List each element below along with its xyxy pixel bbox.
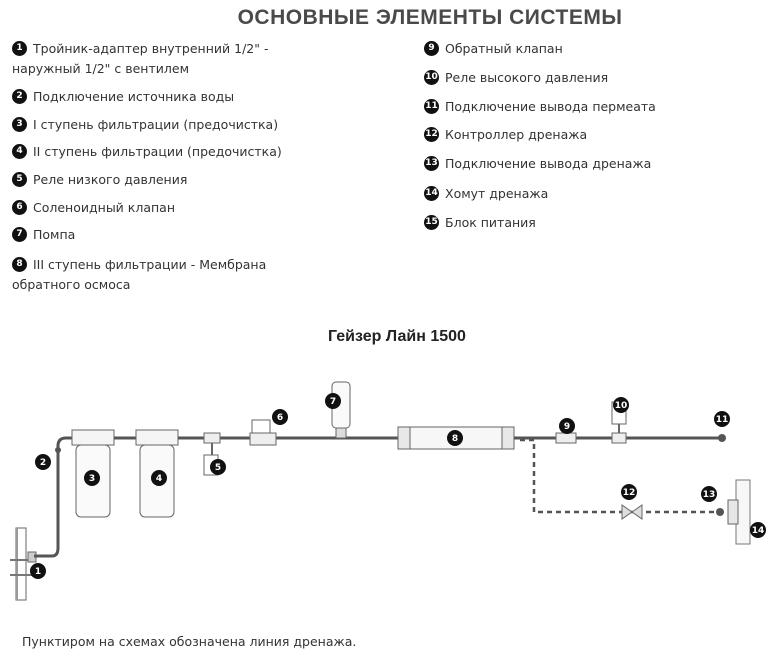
legend-number-9: 9: [424, 41, 439, 56]
drain-clamp-graphic: [728, 480, 750, 544]
drain-outlet: [716, 508, 724, 516]
drain-pipe: [520, 440, 720, 512]
badge-1: [30, 563, 46, 579]
check-valve-graphic: [556, 433, 576, 443]
badge-11-text: 11: [715, 415, 729, 425]
scheme-title: Гейзер Лайн 1500: [328, 328, 466, 345]
pump-graphic: [329, 382, 350, 438]
legend-label-7: Помпа: [33, 227, 76, 242]
legend-number-6: 6: [12, 200, 27, 215]
legend-label-11: Подключение вывода пермеата: [445, 99, 656, 114]
legend-number-13: 13: [424, 156, 439, 171]
badge-14-text: 14: [751, 526, 765, 536]
legend-number-2: 2: [12, 89, 27, 104]
legend-number-11: 11: [424, 99, 439, 114]
permeate-outlet: [718, 434, 726, 442]
badge-3-text: 3: [88, 474, 96, 484]
page-title: ОСНОВНЫЕ ЭЛЕМЕНТЫ СИСТЕМЫ: [237, 6, 623, 29]
badge-8-text: 8: [451, 434, 459, 444]
legend-number-5: 5: [12, 172, 27, 187]
legend-label-15: Блок питания: [445, 215, 536, 230]
badge-3: [84, 470, 100, 486]
legend-label-14: Хомут дренажа: [445, 186, 549, 201]
legend-label-6: Соленоидный клапан: [33, 200, 175, 215]
legend-number-3: 3: [12, 117, 27, 132]
drain-controller-graphic: [622, 505, 642, 519]
badge-2: [35, 454, 51, 470]
legend-number-4: 4: [12, 144, 27, 159]
solenoid-valve-graphic: [250, 420, 276, 445]
badge-7-text: 7: [329, 397, 337, 407]
badge-4: [151, 470, 167, 486]
tee-adapter-graphic: [10, 528, 36, 600]
badge-2-text: 2: [39, 458, 47, 468]
badge-14: [750, 522, 766, 538]
legend-label-2: Подключение источника воды: [33, 89, 235, 104]
legend-number-12: 12: [424, 127, 439, 142]
badge-6-text: 6: [276, 413, 284, 423]
legend-number-15: 15: [424, 215, 439, 230]
legend-number-8: 8: [12, 257, 27, 272]
legend-label-12: Контроллер дренажа: [445, 127, 588, 142]
legend-label-8: III ступень фильтрации - Мембрана обратного осмоса: [12, 257, 267, 292]
legend-label-9: Обратный клапан: [445, 41, 563, 56]
badge-9: [559, 418, 575, 434]
legend-label-5: Реле низкого давления: [33, 172, 188, 187]
legend-number-7: 7: [12, 227, 27, 242]
badge-5: [210, 459, 226, 475]
badge-13: [701, 486, 717, 502]
badge-9-text: 9: [563, 422, 571, 432]
legend-number-14: 14: [424, 186, 439, 201]
badge-12: [621, 484, 637, 500]
legend-number-1: 1: [12, 41, 27, 56]
legend-label-10: Реле высокого давления: [445, 70, 609, 85]
legend-label-4: II ступень фильтрации (предочистка): [33, 144, 282, 159]
legend-label-1: Тройник-адаптер внутренний 1/2" - наружный 1/2" с вентилем: [12, 41, 269, 76]
badge-13-text: 13: [702, 490, 716, 500]
legend-number-10: 10: [424, 70, 439, 85]
badge-10: [613, 397, 629, 413]
drain-line-note: Пунктиром на схемах обозначена линия дренажа.: [22, 634, 357, 649]
badge-10-text: 10: [614, 401, 628, 411]
badge-11: [714, 411, 730, 427]
badge-12-text: 12: [622, 488, 636, 498]
badge-4-text: 4: [155, 474, 163, 484]
badge-8: [447, 430, 463, 446]
badge-6: [272, 409, 288, 425]
legend-label-13: Подключение вывода дренажа: [445, 156, 652, 171]
inlet-connector: [55, 447, 61, 453]
legend-label-3: I ступень фильтрации (предочистка): [33, 117, 279, 132]
badge-1-text: 1: [34, 567, 42, 577]
badge-5-text: 5: [214, 463, 222, 473]
badge-7: [325, 393, 341, 409]
